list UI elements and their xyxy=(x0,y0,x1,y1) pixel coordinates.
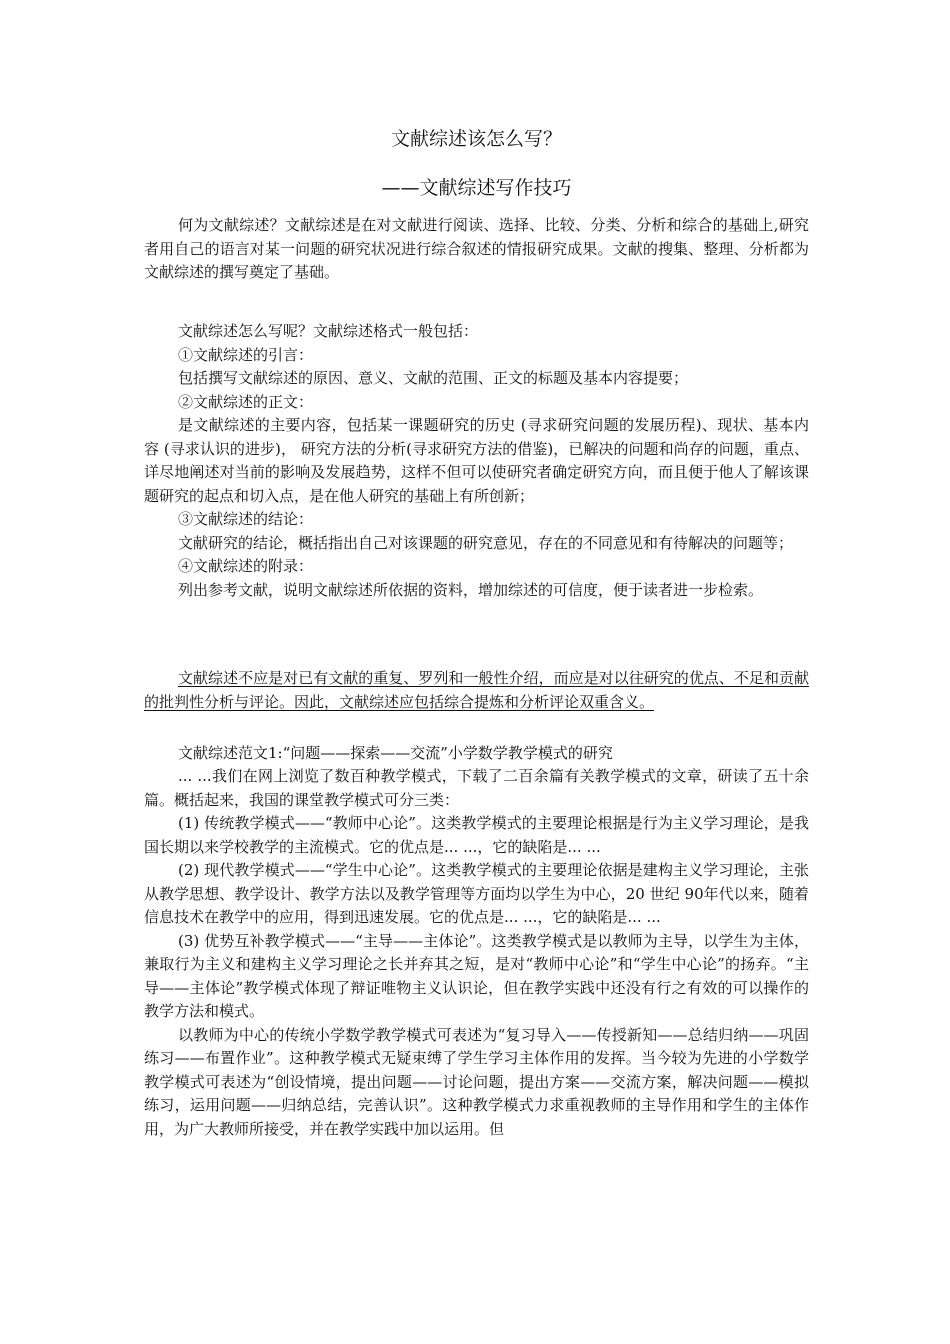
example-paragraph: (1) 传统教学模式——“教师中心论”。这类教学模式的主要理论根据是行为主义学习理论，是我国长期以来学校教学的主流模式。它的优点是... ...，它的缺陷是... ... xyxy=(144,814,809,856)
example-paragraph: 以教师为中心的传统小学数学教学模式可表述为“复习导入——传授新知——总结归纳——巩固练习——布置作业”。这种教学模式无疑束缚了学生学习主体作用的发挥。当今较为先进的小学数学教学模式可表述为“创设情境，提出问题——讨论问题，提出方案——交流方案，解决问题——模拟练习，运用问题——归纳总结，完善认识”。这种教学模式力求重视教师的主导作用和学生的主体作用，为广大教师所接受，并在教学实践中加以运用。但 xyxy=(144,1025,809,1138)
example-paragraph: (3) 优势互补教学模式——“主导——主体论”。这类教学模式是以教师为主导，以学生为主体，兼取行为主义和建构主义学习理论之长并弃其之短，是对“教师中心论”和“学生中心论”的扬弃。“主导——主体论”教学模式体现了辩证唯物主义认识论，但在教学实践中还没有行之有效的可以操作的教学方法和模式。 xyxy=(144,931,809,1020)
example-paragraph: (2) 现代教学模式——“学生中心论”。这类教学模式的主要理论依据是建构主义学习理论，主张从教学思想、教学设计、教学方法以及教学管理等方面均以学生为中心，20 世纪 90年代以来，随着信息技术在教学中的应用，得到迅速发展。它的优点是... ...，它的缺陷是... ... xyxy=(144,861,809,926)
intro-paragraph: 何为文献综述？文献综述是在对文献进行阅读、选择、比较、分类、分析和综合的基础上,研究者用自己的语言对某一问题的研究状况进行综合叙述的情报研究成果。文献的搜集、整理、分析都为文献综述的撰写奠定了基础。 xyxy=(144,216,809,281)
underlined-note: 文献综述不应是对已有文献的重复、罗列和一般性介绍，而应是对以往研究的优点、不足和贡献的批判性分析与评论。因此，文献综述应包括综合提炼和分析评论双重含义。 xyxy=(144,669,809,711)
section-heading-intro: ①文献综述的引言： xyxy=(178,345,314,364)
section-text-conclusion: 文献研究的结论，概括指出自己对该课题的研究意见，存在的不同意见和有待解决的问题等； xyxy=(178,533,794,552)
section-heading-appendix: ④文献综述的附录： xyxy=(178,557,314,575)
section-heading-conclusion: ③文献综述的结论： xyxy=(178,510,314,528)
section-text-intro: 包括撰写文献综述的原因、意义、文献的范围、正文的标题及基本内容提要； xyxy=(178,369,689,387)
document-body xyxy=(144,214,809,1141)
section-text-appendix: 列出参考文献，说明文献综述所依据的资料，增加综述的可信度，便于读者进一步检索。 xyxy=(178,580,764,599)
section-heading-body: ②文献综述的正文： xyxy=(178,392,314,411)
document-title: 文献综述该怎么写？ xyxy=(390,128,562,150)
section-text-body: 是文献综述的主要内容，包括某一课题研究的历史 (寻求研究问题的发展历程)、现状、基本内容 (寻求认识的进步)， 研究方法的分析(寻求研究方法的借鉴)，已解决的问题和尚存的问题，重点、详尽地阐述对当前的影响及发展趋势，这样不但可以使研究者确定研究方向，而且便于他人了解该课题研究的起点和切入点，是在他人研究的基础上有所创新； xyxy=(144,416,809,505)
format-intro: 文献综述怎么写呢？文献综述格式一般包括： xyxy=(178,322,479,340)
example-paragraph: ... ...我们在网上浏览了数百种教学模式，下载了二百余篇有关教学模式的文章，研读了五十余篇。概括起来，我国的课堂教学模式可分三类： xyxy=(144,767,809,809)
document-subtitle: ——文献综述写作技巧 xyxy=(381,177,572,199)
example-title: 文献综述范文1:“问题——探索——交流”小学数学教学模式的研究 xyxy=(178,743,613,762)
